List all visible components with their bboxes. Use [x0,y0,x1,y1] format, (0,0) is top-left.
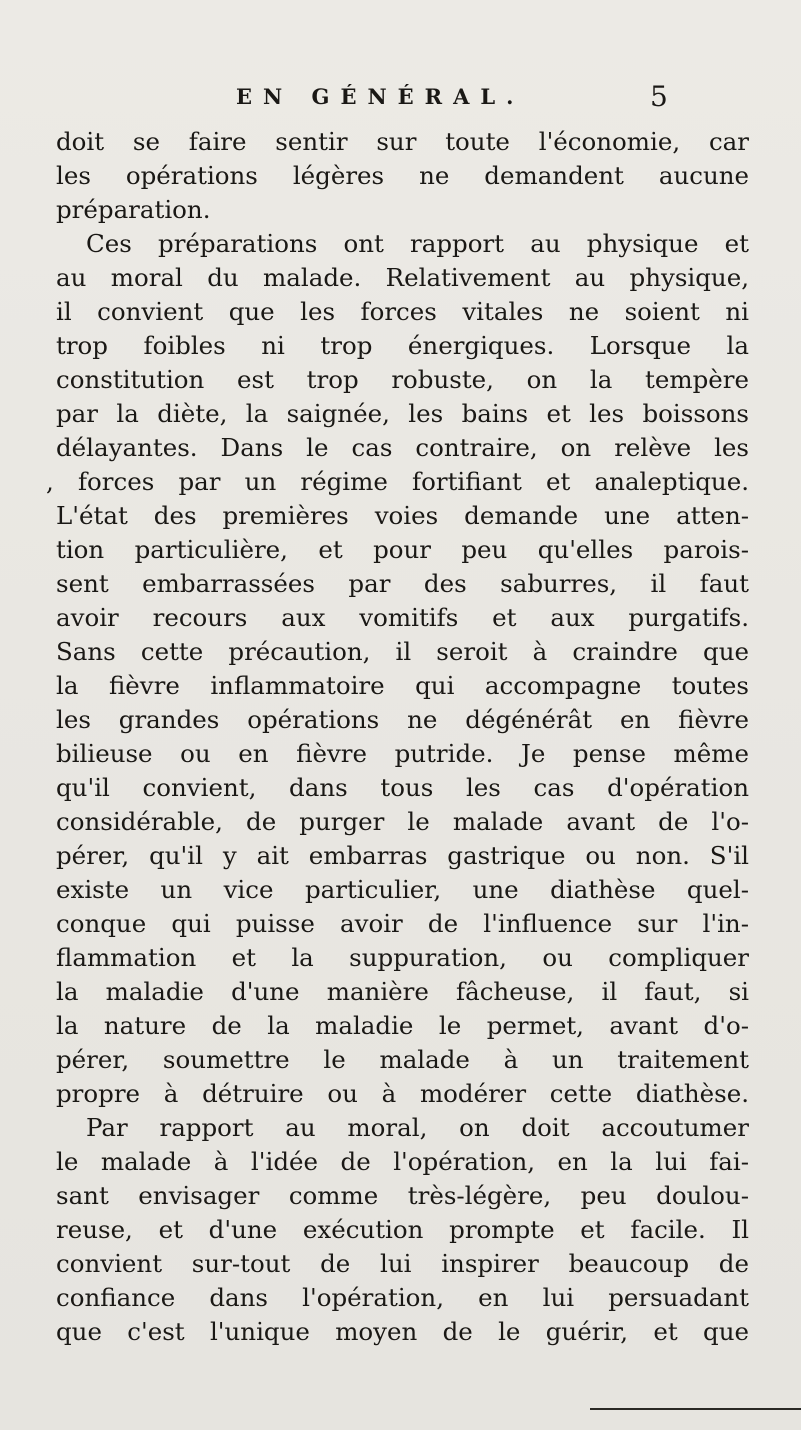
text-line: la fièvre inflammatoire qui accompagne toutes [56,671,749,700]
text-line: reuse, et d'une exécution prompte et facile. Il [56,1215,749,1244]
text-line: confiance dans l'opération, en lui persuadant [56,1283,749,1312]
text-line: sent embarrassées par des saburres, il faut [56,569,749,598]
text-line: pérer, soumettre le malade à un traitement [56,1045,749,1074]
text-line: les opérations légères ne demandent aucune [56,161,749,190]
text-line: pérer, qu'il y ait embarras gastrique ou non. S'il [56,841,749,870]
running-head: EN GÉNÉRAL. [236,84,525,109]
text-line: , forces par un régime fortifiant et analeptique. [46,467,749,496]
text-line: considérable, de purger le malade avant de l'o- [56,807,749,836]
text-line: bilieuse ou en fièvre putride. Je pense même [56,739,749,768]
page-header [0,77,801,117]
text-line: Par rapport au moral, on doit accoutumer [86,1113,749,1142]
text-line: avoir recours aux vomitifs et aux purgatifs. [56,603,749,632]
bottom-rule [590,1408,801,1410]
text-line: L'état des premières voies demande une atten- [56,501,749,530]
text-line: convient sur-tout de lui inspirer beaucoup de [56,1249,749,1278]
text-line: existe un vice particulier, une diathèse quel- [56,875,749,904]
text-line: Sans cette précaution, il seroit à craindre que [56,637,749,666]
text-line: trop foibles ni trop énergiques. Lorsque la [56,331,749,360]
text-line: conque qui puisse avoir de l'influence sur l'in- [56,909,749,938]
text-line: par la diète, la saignée, les bains et les boissons [56,399,749,428]
text-line: délayantes. Dans le cas contraire, on relève les [56,433,749,462]
text-line: propre à détruire ou à modérer cette diathèse. [56,1079,749,1108]
text-line: au moral du malade. Relativement au physique, [56,263,749,292]
text-line: le malade à l'idée de l'opération, en la lui fai- [56,1147,749,1176]
text-line: qu'il convient, dans tous les cas d'opération [56,773,749,802]
text-line: la nature de la maladie le permet, avant d'o- [56,1011,749,1040]
text-line: doit se faire sentir sur toute l'économie, car [56,127,749,156]
text-line: flammation et la suppuration, ou compliquer [56,943,749,972]
text-line: tion particulière, et pour peu qu'elles parois- [56,535,749,564]
text-line: les grandes opérations ne dégénérât en fièvre [56,705,749,734]
text-line: il convient que les forces vitales ne soient ni [56,297,749,326]
text-line: que c'est l'unique moyen de le guérir, et que [56,1317,749,1346]
text-line: la maladie d'une manière fâcheuse, il faut, si [56,977,749,1006]
text-line: sant envisager comme très-légère, peu doulou- [56,1181,749,1210]
text-line: préparation. [56,195,211,224]
page-number: 5 [650,80,668,113]
text-line: Ces préparations ont rapport au physique et [86,229,749,258]
text-line: constitution est trop robuste, on la tempère [56,365,749,394]
